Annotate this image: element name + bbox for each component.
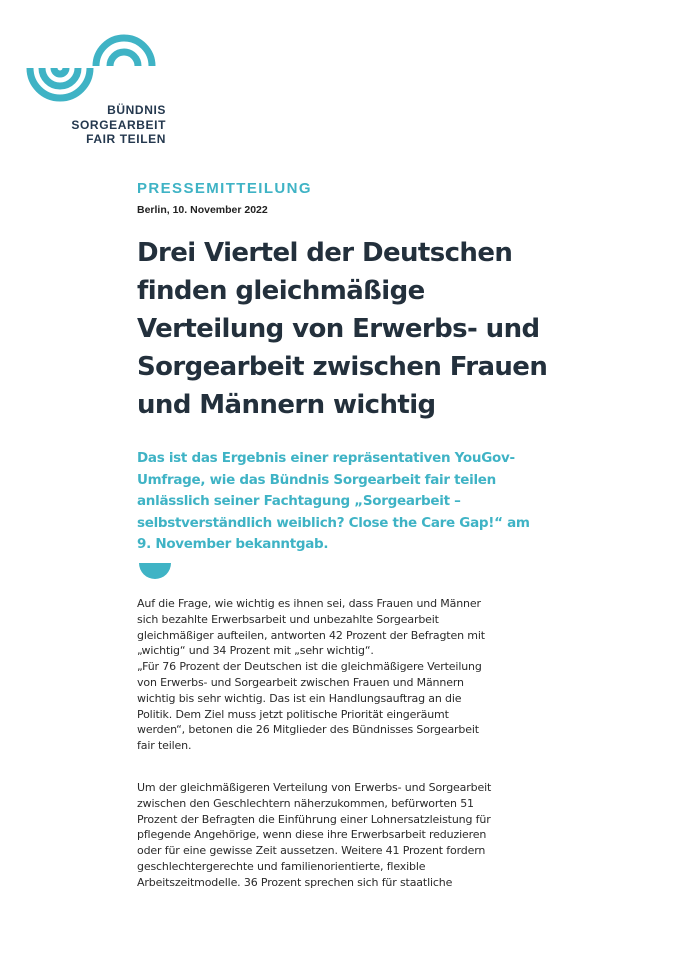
headline-line: Sorgearbeit zwischen Frauen [137, 352, 548, 382]
logo-line: FAIR TEILEN [86, 132, 166, 146]
lead-line: Umfrage, wie das Bündnis Sorgearbeit fair teilen [137, 471, 496, 488]
body-line: Arbeitszeitmodelle. 36 Prozent sprechen sich für staatliche [137, 875, 453, 889]
body-line: sich bezahlte Erwerbsarbeit und unbezahlte Sorgearbeit [137, 612, 439, 626]
headline-line: Drei Viertel der Deutschen [137, 238, 513, 268]
lead-line: 9. November bekanntgab. [137, 536, 329, 552]
body-line: Politik. Dem Ziel muss jetzt politische Priorität eingeräumt [137, 707, 449, 721]
body-line: werden“, betonen die 26 Mitglieder des Bündnisses Sorgearbeit [137, 723, 479, 737]
wave-logo-icon [26, 24, 156, 104]
body-line: geschlechtergerechte und familienorientierte, flexible [137, 859, 426, 873]
lead-line: selbstverständlich weiblich? Close the Care Gap!“ am [137, 514, 530, 531]
headline-line: und Männern wichtig [137, 390, 436, 420]
body-line: fair teilen. [137, 739, 192, 753]
alliance-logo [26, 24, 166, 150]
body-line: Auf die Frage, wie wichtig es ihnen sei, dass Frauen und Männer [137, 597, 481, 610]
body-line: Um der gleichmäßigeren Verteilung von Erwerbs- und Sorgearbeit [137, 781, 492, 794]
logo-line: BÜNDNIS [107, 103, 166, 117]
headline-line: Verteilung von Erwerbs- und [137, 314, 540, 344]
dateline: Berlin, 10. November 2022 [137, 204, 268, 216]
body-line: wichtig bis sehr wichtig. Das ist ein Handlungsauftrag an die [137, 691, 462, 705]
half-circle-divider-icon [139, 563, 171, 579]
headline [137, 234, 607, 424]
logo-wordmark [62, 103, 166, 147]
logo-line: SORGEARBEIT [71, 117, 166, 132]
body-line: oder für eine gewisse Zeit aussetzen. Weitere 41 Prozent fordern [137, 844, 486, 858]
headline-line: finden gleichmäßige [137, 276, 425, 306]
body-line: pflegende Angehörige, wenn diese ihre Erwerbsarbeit reduzieren [137, 828, 487, 842]
body-line: „wichtig“ und 34 Prozent mit „sehr wichtig“. [137, 644, 374, 658]
body-line: gleichmäßiger aufteilen, antworten 42 Prozent der Befragten mit [137, 628, 485, 642]
body-paragraph-2 [137, 780, 557, 891]
body-line: Prozent der Befragten die Einführung einer Lohnersatzleistung für [137, 812, 491, 826]
body-line: von Erwerbs- und Sorgearbeit zwischen Frauen und Männern [137, 675, 464, 689]
lead-line: Das ist das Ergebnis einer repräsentativen YouGov- [137, 450, 515, 466]
body-line: zwischen den Geschlechtern näherzukommen, befürworten 51 [137, 796, 474, 810]
body-line: „Für 76 Prozent der Deutschen ist die gleichmäßigere Verteilung [137, 660, 482, 674]
press-release-label: PRESSEMITTEILUNG [137, 180, 312, 197]
lead-line: anlässlich seiner Fachtagung „Sorgearbeit – [137, 493, 461, 509]
body-paragraph-1 [137, 596, 557, 754]
lead-paragraph [137, 448, 567, 556]
